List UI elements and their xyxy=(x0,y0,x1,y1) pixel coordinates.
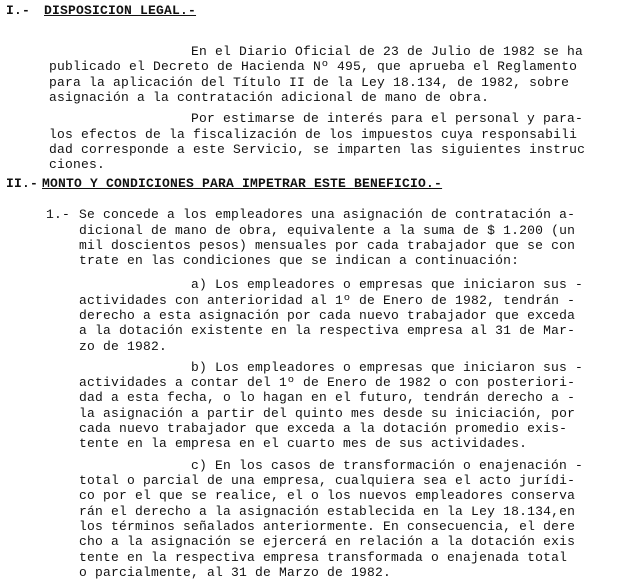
para2-line: ciones. xyxy=(49,157,106,173)
item-c-line: los términos señalados anteriormente. En consecuencia, el dere xyxy=(79,518,576,534)
section-1-number: I.- xyxy=(6,2,31,18)
item-a-line: derecho a esta asignación por cada nuevo trabajador que exceda xyxy=(79,307,576,323)
item-1-line: mil doscientos pesos) mensuales por cada trabajador que se con xyxy=(79,237,576,253)
section-1-title: DISPOSICION LEGAL.- xyxy=(44,2,197,18)
item-b-line: actividades a contar del 1º de Enero de 1982 o con posteriori- xyxy=(79,375,576,391)
item-1-line: Se concede a los empleadores una asignación de contratación a- xyxy=(79,207,576,223)
item-b-line: dad a esta fecha, o lo hagan en el futuro, tendrán derecho a - xyxy=(79,390,576,406)
item-b-line: b) Los empleadores o empresas que iniciaron sus - xyxy=(191,359,584,375)
item-1-line: dicional de mano de obra, equivalente a la suma de $ 1.200 (un xyxy=(79,222,576,238)
para2-line: los efectos de la fiscalización de los impuestos cuya responsabili xyxy=(49,126,578,142)
item-a-line: actividades con anterioridad al 1º de Enero de 1982, tendrán - xyxy=(79,292,576,308)
item-c-line: co por el que se realice, el o los nuevos empleadores conserva xyxy=(79,488,576,504)
item-1-marker: 1.- xyxy=(46,207,71,223)
item-c-line: c) En los casos de transformación o enajenación - xyxy=(191,457,584,473)
item-1-line: trate en las condiciones que se indican a continuación: xyxy=(79,253,520,269)
item-a-line: a) Los empleadores o empresas que iniciaron sus - xyxy=(191,277,584,293)
section-2-title: MONTO Y CONDICIONES PARA IMPETRAR ESTE BENEFICIO.- xyxy=(42,175,443,191)
para1-line: para la aplicación del Título II de la Ley 18.134, de 1982, sobre xyxy=(49,74,570,90)
item-c-line: rán el derecho a la asignación establecida en la Ley 18.134,en xyxy=(79,503,576,519)
section-2-number: II.- xyxy=(6,175,39,191)
item-b-line: cada nuevo trabajador que exceda a la dotación promedio exis- xyxy=(79,421,568,437)
item-b-line: la asignación a partir del quinto mes desde su iniciación, por xyxy=(79,405,576,421)
para2-line: Por estimarse de interés para el personal y para- xyxy=(191,111,584,127)
item-a-line: a la dotación existente en la respectiva empresa al 31 de Mar- xyxy=(79,323,576,339)
item-c-line: o parcialmente, al 31 de Marzo de 1982. xyxy=(79,565,392,580)
para1-line: asignación a la contratación adicional de mano de obra. xyxy=(49,90,490,106)
item-a-line: zo de 1982. xyxy=(79,338,168,354)
item-b-line: tente en la empresa en el cuarto mes de sus actividades. xyxy=(79,436,528,452)
para1-line: En el Diario Oficial de 23 de Julio de 1982 se ha xyxy=(191,44,584,60)
item-c-line: cho a la asignación se ejercerá en relación a la dotación exis xyxy=(79,534,576,550)
para2-line: dad corresponde a este Servicio, se imparten las siguientes instruc xyxy=(49,141,586,157)
item-c-line: tente en la respectiva empresa transformada o enajenada total xyxy=(79,549,568,565)
para1-line: publicado el Decreto de Hacienda Nº 495, que aprueba el Reglamento xyxy=(49,59,578,75)
item-c-line: total o parcial de una empresa, cualquiera sea el acto jurídi- xyxy=(79,472,576,488)
